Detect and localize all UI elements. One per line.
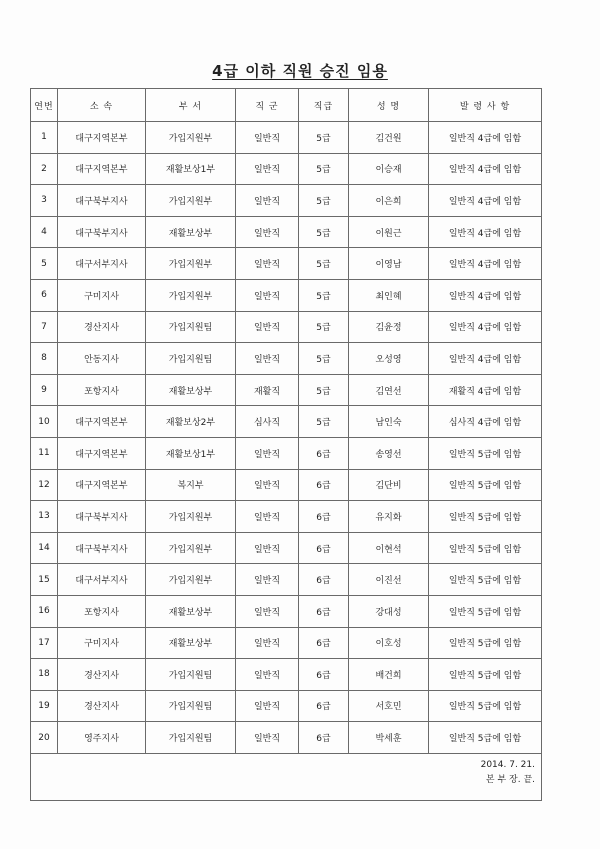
cell-appointment: 일반직 5급에 임함 (429, 690, 542, 722)
issue-date: 2014. 7. 21. (480, 759, 535, 770)
header-name: 성 명 (349, 89, 429, 122)
cell-appointment: 일반직 4급에 임함 (429, 343, 542, 375)
cell-affiliation: 대구지역본부 (58, 437, 146, 469)
cell-department: 가입지원부 (146, 122, 236, 154)
cell-serial: 2 (31, 153, 58, 185)
cell-grade: 5급 (299, 311, 349, 343)
table-row (31, 216, 542, 248)
table-row (31, 406, 542, 438)
cell-affiliation: 경산지사 (58, 311, 146, 343)
cell-grade: 6급 (299, 437, 349, 469)
cell-affiliation: 대구지역본부 (58, 406, 146, 438)
cell-affiliation: 대구북부지사 (58, 216, 146, 248)
cell-grade: 5급 (299, 248, 349, 280)
cell-department: 가입지원부 (146, 564, 236, 596)
cell-department: 가입지원팀 (146, 659, 236, 691)
cell-affiliation: 경산지사 (58, 690, 146, 722)
cell-affiliation: 대구북부지사 (58, 532, 146, 564)
table-header-row (31, 89, 542, 122)
cell-grade: 6급 (299, 469, 349, 501)
cell-grade: 6급 (299, 722, 349, 754)
cell-department: 가입지원부 (146, 248, 236, 280)
cell-affiliation: 대구지역본부 (58, 469, 146, 501)
cell-appointment: 일반직 4급에 임함 (429, 185, 542, 217)
cell-affiliation: 대구서부지사 (58, 248, 146, 280)
cell-serial: 12 (31, 469, 58, 501)
table-row (31, 627, 542, 659)
cell-serial: 17 (31, 627, 58, 659)
table-footer (31, 753, 542, 800)
cell-name: 이은희 (349, 185, 429, 217)
cell-serial: 15 (31, 564, 58, 596)
cell-appointment: 일반직 4급에 임함 (429, 311, 542, 343)
cell-grade: 5급 (299, 279, 349, 311)
cell-affiliation: 대구지역본부 (58, 122, 146, 154)
cell-appointment: 일반직 5급에 임함 (429, 469, 542, 501)
table-footer-row (31, 753, 542, 800)
cell-department: 재활보상1부 (146, 437, 236, 469)
cell-grade: 5급 (299, 216, 349, 248)
table-row (31, 248, 542, 280)
table-row (31, 279, 542, 311)
cell-department: 재활보상부 (146, 627, 236, 659)
cell-grade: 6급 (299, 532, 349, 564)
cell-name: 최인혜 (349, 279, 429, 311)
header-job-group: 직 군 (236, 89, 299, 122)
cell-name: 오성영 (349, 343, 429, 375)
cell-affiliation: 영주지사 (58, 722, 146, 754)
table-row (31, 153, 542, 185)
cell-affiliation: 대구지역본부 (58, 153, 146, 185)
table-row (31, 501, 542, 533)
cell-serial: 5 (31, 248, 58, 280)
cell-job-group: 일반직 (236, 627, 299, 659)
header-affiliation: 소 속 (58, 89, 146, 122)
cell-department: 재활보상부 (146, 216, 236, 248)
cell-appointment: 일반직 4급에 임함 (429, 248, 542, 280)
cell-name: 유지화 (349, 501, 429, 533)
table-row (31, 564, 542, 596)
cell-department: 재활보상부 (146, 595, 236, 627)
cell-grade: 6급 (299, 690, 349, 722)
cell-serial: 14 (31, 532, 58, 564)
table-row (31, 374, 542, 406)
cell-name: 배건희 (349, 659, 429, 691)
cell-grade: 5급 (299, 122, 349, 154)
cell-job-group: 일반직 (236, 469, 299, 501)
cell-grade: 6급 (299, 595, 349, 627)
cell-appointment: 일반직 5급에 임함 (429, 501, 542, 533)
cell-serial: 6 (31, 279, 58, 311)
cell-affiliation: 대구북부지사 (58, 501, 146, 533)
header-grade: 직급 (299, 89, 349, 122)
cell-name: 이현석 (349, 532, 429, 564)
cell-department: 복지부 (146, 469, 236, 501)
cell-affiliation: 안동지사 (58, 343, 146, 375)
cell-name: 이원근 (349, 216, 429, 248)
cell-job-group: 일반직 (236, 185, 299, 217)
cell-appointment: 일반직 5급에 임함 (429, 595, 542, 627)
cell-name: 이영남 (349, 248, 429, 280)
cell-name: 서호민 (349, 690, 429, 722)
table-row (31, 659, 542, 691)
table-row (31, 690, 542, 722)
header-appointment: 발 령 사 항 (429, 89, 542, 122)
cell-appointment: 일반직 4급에 임함 (429, 216, 542, 248)
closing-signature: 본 부 장. 끝. (485, 774, 535, 785)
cell-name: 강대성 (349, 595, 429, 627)
cell-serial: 19 (31, 690, 58, 722)
cell-serial: 20 (31, 722, 58, 754)
cell-job-group: 재활직 (236, 374, 299, 406)
cell-affiliation: 구미지사 (58, 627, 146, 659)
cell-affiliation: 대구북부지사 (58, 185, 146, 217)
cell-appointment: 일반직 5급에 임함 (429, 659, 542, 691)
table-row (31, 722, 542, 754)
table-row (31, 532, 542, 564)
cell-job-group: 일반직 (236, 595, 299, 627)
cell-job-group: 일반직 (236, 690, 299, 722)
cell-serial: 4 (31, 216, 58, 248)
cell-name: 김단비 (349, 469, 429, 501)
cell-job-group: 일반직 (236, 343, 299, 375)
cell-appointment: 일반직 5급에 임함 (429, 532, 542, 564)
table-row (31, 437, 542, 469)
document-title: 4급 이하 직원 승진 임용 (212, 62, 388, 80)
cell-affiliation: 대구서부지사 (58, 564, 146, 596)
cell-job-group: 일반직 (236, 564, 299, 596)
header-department: 부 서 (146, 89, 236, 122)
cell-name: 송영선 (349, 437, 429, 469)
cell-name: 김연선 (349, 374, 429, 406)
cell-grade: 5급 (299, 343, 349, 375)
cell-job-group: 일반직 (236, 501, 299, 533)
cell-department: 가입지원부 (146, 532, 236, 564)
cell-grade: 6급 (299, 501, 349, 533)
cell-job-group: 일반직 (236, 248, 299, 280)
cell-affiliation: 구미지사 (58, 279, 146, 311)
promotion-table (30, 88, 542, 801)
cell-grade: 6급 (299, 627, 349, 659)
table-row (31, 469, 542, 501)
table-row (31, 343, 542, 375)
cell-serial: 9 (31, 374, 58, 406)
table-row (31, 311, 542, 343)
cell-job-group: 심사직 (236, 406, 299, 438)
cell-grade: 5급 (299, 374, 349, 406)
cell-job-group: 일반직 (236, 279, 299, 311)
cell-serial: 18 (31, 659, 58, 691)
cell-name: 남인숙 (349, 406, 429, 438)
cell-appointment: 일반직 5급에 임함 (429, 627, 542, 659)
cell-serial: 10 (31, 406, 58, 438)
cell-grade: 5급 (299, 153, 349, 185)
cell-affiliation: 포항지사 (58, 374, 146, 406)
cell-name: 이호성 (349, 627, 429, 659)
table-row (31, 122, 542, 154)
table-row (31, 595, 542, 627)
cell-serial: 8 (31, 343, 58, 375)
cell-department: 재활보상부 (146, 374, 236, 406)
cell-department: 재활보상2부 (146, 406, 236, 438)
cell-job-group: 일반직 (236, 311, 299, 343)
cell-job-group: 일반직 (236, 216, 299, 248)
cell-appointment: 일반직 4급에 임함 (429, 279, 542, 311)
cell-name: 이승재 (349, 153, 429, 185)
cell-serial: 3 (31, 185, 58, 217)
cell-affiliation: 포항지사 (58, 595, 146, 627)
cell-appointment: 일반직 5급에 임함 (429, 722, 542, 754)
cell-department: 가입지원부 (146, 501, 236, 533)
cell-serial: 16 (31, 595, 58, 627)
cell-name: 김건원 (349, 122, 429, 154)
cell-department: 재활보상1부 (146, 153, 236, 185)
cell-grade: 5급 (299, 406, 349, 438)
cell-department: 가입지원부 (146, 185, 236, 217)
cell-department: 가입지원팀 (146, 690, 236, 722)
header-serial: 연번 (31, 89, 58, 122)
cell-serial: 1 (31, 122, 58, 154)
cell-appointment: 심사직 4급에 임함 (429, 406, 542, 438)
cell-serial: 7 (31, 311, 58, 343)
cell-appointment: 일반직 5급에 임함 (429, 564, 542, 596)
cell-job-group: 일반직 (236, 122, 299, 154)
cell-grade: 5급 (299, 185, 349, 217)
cell-job-group: 일반직 (236, 659, 299, 691)
cell-job-group: 일반직 (236, 153, 299, 185)
cell-name: 박세훈 (349, 722, 429, 754)
cell-department: 가입지원팀 (146, 722, 236, 754)
cell-name: 이진선 (349, 564, 429, 596)
cell-appointment: 재활직 4급에 임함 (429, 374, 542, 406)
cell-name: 김윤정 (349, 311, 429, 343)
cell-appointment: 일반직 5급에 임함 (429, 437, 542, 469)
cell-serial: 11 (31, 437, 58, 469)
cell-grade: 6급 (299, 564, 349, 596)
cell-job-group: 일반직 (236, 532, 299, 564)
cell-grade: 6급 (299, 659, 349, 691)
cell-department: 가입지원팀 (146, 343, 236, 375)
cell-job-group: 일반직 (236, 437, 299, 469)
cell-department: 가입지원부 (146, 279, 236, 311)
table-row (31, 185, 542, 217)
cell-serial: 13 (31, 501, 58, 533)
cell-affiliation: 경산지사 (58, 659, 146, 691)
cell-job-group: 일반직 (236, 722, 299, 754)
cell-department: 가입지원팀 (146, 311, 236, 343)
cell-appointment: 일반직 4급에 임함 (429, 122, 542, 154)
cell-appointment: 일반직 4급에 임함 (429, 153, 542, 185)
